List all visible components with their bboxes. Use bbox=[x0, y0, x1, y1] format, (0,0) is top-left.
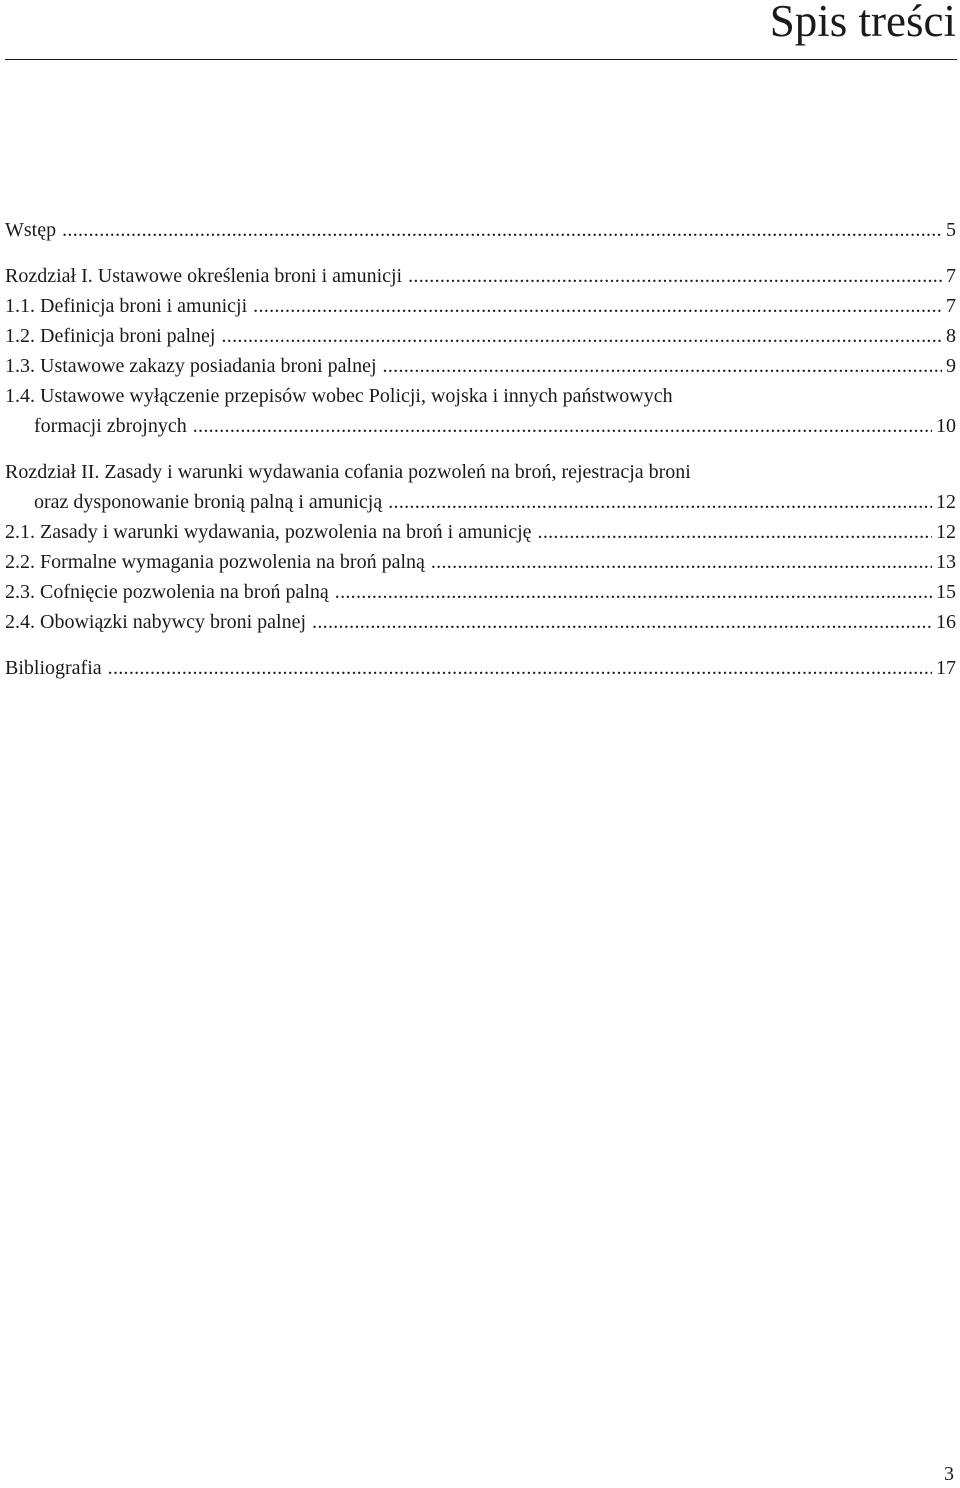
toc-entry-label-line1: Rozdział II. Zasady i warunki wydawania cofania pozwoleń na broń, rejestracja broni bbox=[5, 461, 691, 483]
toc-entry-page: 12 bbox=[936, 491, 956, 513]
toc-entry-2-4[interactable] bbox=[5, 607, 956, 637]
toc-entry-page: 10 bbox=[936, 415, 956, 437]
dot-leader bbox=[388, 487, 932, 517]
title-rule bbox=[5, 59, 957, 60]
toc-entry-2-3[interactable] bbox=[5, 577, 956, 607]
toc-entry-bibliografia[interactable] bbox=[5, 653, 956, 683]
toc-entry-page: 13 bbox=[936, 551, 956, 573]
dot-leader bbox=[383, 351, 942, 381]
toc-entry-label: 1.3. Ustawowe zakazy posiadania broni palnej bbox=[5, 355, 377, 377]
toc-entry-label: 2.4. Obowiązki nabywcy broni palnej bbox=[5, 611, 307, 633]
toc-entry-label: 1.2. Definicja broni palnej bbox=[5, 325, 216, 347]
toc-entry-chapter-2[interactable] bbox=[5, 457, 956, 517]
dot-leader bbox=[193, 411, 932, 441]
toc-entry-label: 2.2. Formalne wymagania pozwolenia na broń palną bbox=[5, 551, 425, 573]
toc-entry-page: 7 bbox=[946, 295, 956, 317]
toc-entry-label: Rozdział I. Ustawowe określenia broni i amunicji bbox=[5, 265, 403, 287]
dot-leader bbox=[312, 607, 932, 637]
toc-entry-chapter-1[interactable] bbox=[5, 261, 956, 291]
toc-entry-page: 16 bbox=[936, 611, 956, 633]
toc-entry-label: Wstęp bbox=[5, 219, 57, 241]
dot-leader bbox=[408, 261, 942, 291]
toc-entry-page: 12 bbox=[936, 521, 956, 543]
toc-entry-label-line1: 1.4. Ustawowe wyłączenie przepisów wobec Policji, wojska i innych państwowych bbox=[5, 385, 673, 407]
toc-entry-label: 1.1. Definicja broni i amunicji bbox=[5, 295, 248, 317]
toc-entry-page: 5 bbox=[946, 219, 956, 241]
toc-entry-1-1[interactable] bbox=[5, 291, 956, 321]
dot-leader bbox=[62, 215, 942, 245]
toc-entry-2-1[interactable] bbox=[5, 517, 956, 547]
dot-leader bbox=[253, 291, 942, 321]
dot-leader bbox=[108, 653, 932, 683]
toc-entry-page: 7 bbox=[946, 265, 956, 287]
toc-entry-page: 15 bbox=[936, 581, 956, 603]
toc-entry-wstep[interactable] bbox=[5, 215, 956, 245]
toc-entry-label-line2: oraz dysponowanie bronią palną i amunicją bbox=[34, 491, 383, 513]
footer-page-number: 3 bbox=[944, 1463, 954, 1485]
dot-leader bbox=[222, 321, 943, 351]
toc-entry-page: 8 bbox=[946, 325, 956, 347]
page-title: Spis treści bbox=[769, 0, 956, 46]
toc-entry-label: 2.1. Zasady i warunki wydawania, pozwolenia na broń i amunicję bbox=[5, 521, 532, 543]
toc-entry-2-2[interactable] bbox=[5, 547, 956, 577]
dot-leader bbox=[335, 577, 932, 607]
toc-entry-page: 17 bbox=[936, 657, 956, 679]
toc-entry-1-2[interactable] bbox=[5, 321, 956, 351]
toc-entry-1-4[interactable] bbox=[5, 381, 956, 441]
table-of-contents bbox=[5, 215, 956, 683]
toc-entry-label-line2: formacji zbrojnych bbox=[34, 415, 187, 437]
toc-entry-label: Bibliografia bbox=[5, 657, 102, 679]
toc-entry-label: 2.3. Cofnięcie pozwolenia na broń palną bbox=[5, 581, 329, 603]
dot-leader bbox=[538, 517, 932, 547]
toc-entry-1-3[interactable] bbox=[5, 351, 956, 381]
dot-leader bbox=[431, 547, 932, 577]
toc-entry-page: 9 bbox=[946, 355, 956, 377]
